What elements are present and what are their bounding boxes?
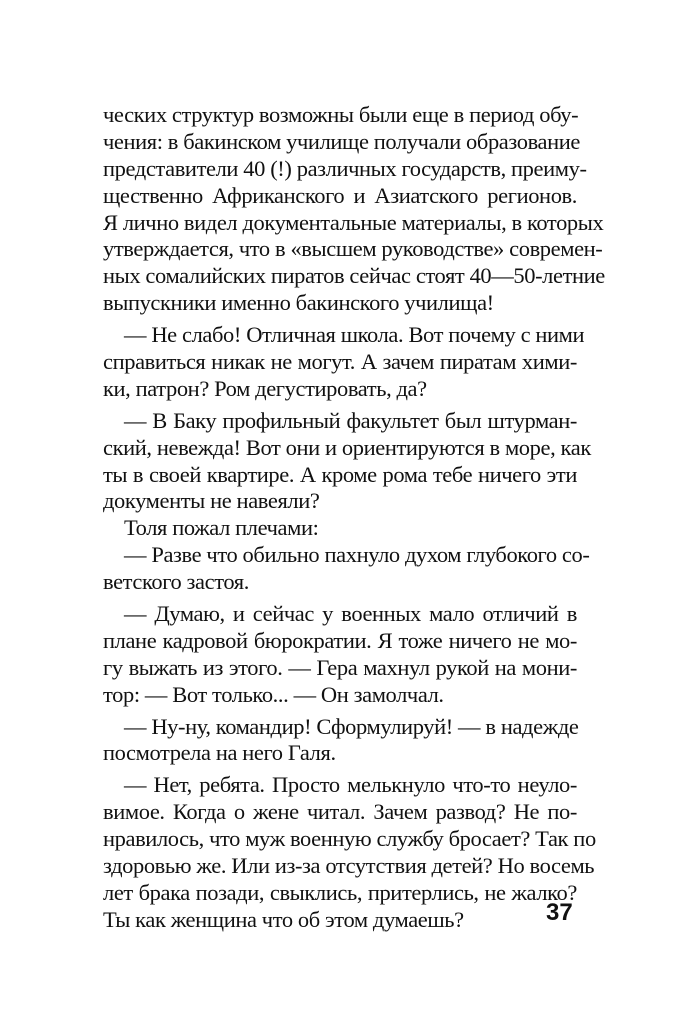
- text-line: — Не слабо! Отличная школа. Вот почему с ними: [124, 322, 585, 348]
- text-line: нравилось, что муж военную службу бросает? Так по: [103, 826, 596, 852]
- text-line: ты в своей квартире. А кроме рома тебе ничего эти: [103, 461, 577, 487]
- text-line: гу выжать из этого. — Гера махнул рукой на мони-: [103, 654, 577, 680]
- page-number: 37: [546, 899, 573, 926]
- text-line: Толя пожал плечами:: [124, 515, 319, 541]
- text-line: здоровью же. Или из-за отсутствия детей? Но восемь: [103, 853, 595, 879]
- text-line: — Нет, ребята. Просто мелькнуло что-то неуло-: [124, 772, 577, 798]
- text-line: документы не навеяли?: [103, 488, 320, 514]
- text-line: тор: — Вот только... — Он замолчал.: [103, 681, 444, 707]
- text-line: ных сомалийских пиратов сейчас стоят 40—50-летние: [103, 263, 605, 289]
- text-line: выпускники именно бакинского училища!: [103, 290, 494, 316]
- text-line: вимое. Когда о жене читал. Зачем развод? Не по-: [103, 799, 577, 825]
- text-line: справиться никак не могут. А зачем пиратам хими-: [103, 349, 577, 375]
- text-line: ский, невежда! Вот они и ориентируются в море, как: [103, 434, 591, 460]
- text-line: Я лично видел документальные материалы, в которых: [103, 209, 604, 235]
- text-line: посмотрела на него Галя.: [103, 740, 336, 766]
- text-line: плане кадровой бюрократии. Я тоже ничего не мо-: [103, 627, 577, 653]
- text-line: — В Баку профильный факультет был штурман-: [124, 407, 577, 433]
- text-line: — Думаю, и сейчас у военных мало отличий в: [124, 601, 577, 627]
- text-line: — Ну-ну, командир! Сформулируй! — в надежде: [124, 713, 579, 739]
- text-line: утверждается, что в «высшем руководстве» современ-: [103, 236, 603, 262]
- text-line: ветского застоя.: [103, 569, 249, 595]
- text-line: ки, патрон? Ром дегустировать, да?: [103, 375, 427, 401]
- body-text: [103, 102, 605, 934]
- text-line: ческих структур возможны были еще в период обу-: [103, 102, 579, 127]
- text-line: щественно Африканского и Азиатского регионов.: [103, 182, 577, 208]
- text-line: чения: в бакинском училище получали образование: [103, 128, 580, 154]
- text-line: представители 40 (!) различных государств, преиму-: [103, 155, 587, 181]
- text-line: лет брака позади, свыклись, притерлись, не жалко?: [103, 879, 577, 905]
- text-line: — Разве что обильно пахнуло духом глубокого со-: [124, 542, 590, 568]
- text-line: Ты как женщина что об этом думаешь?: [103, 906, 464, 932]
